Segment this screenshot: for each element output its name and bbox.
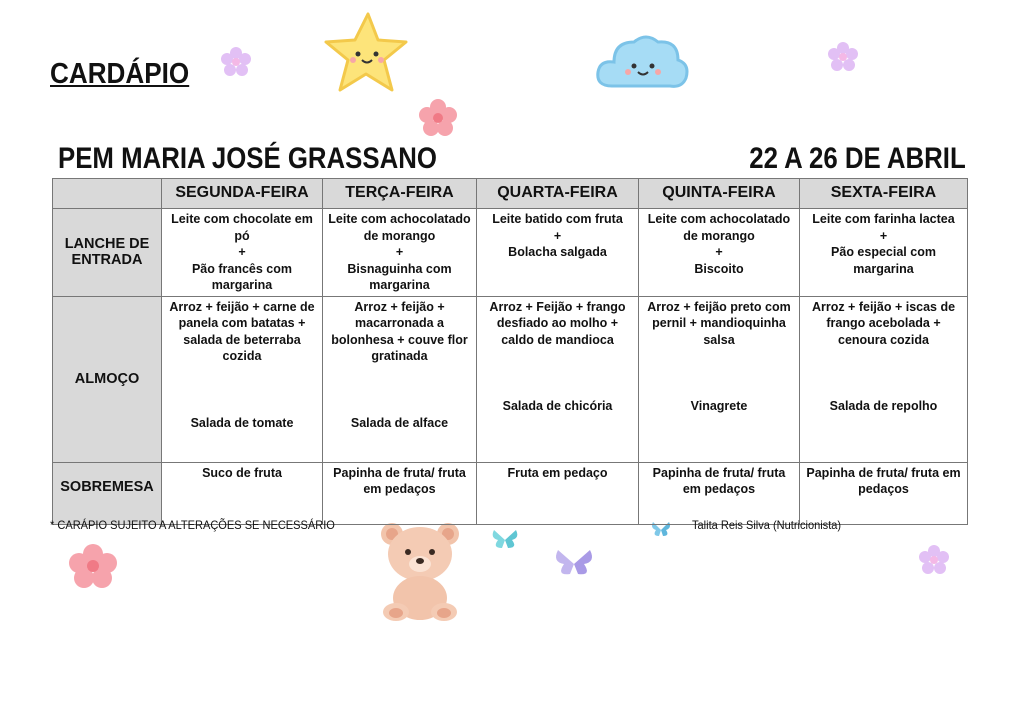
main-dish: Arroz + feijão + carne de panela com batatas + salada de beterraba cozida (169, 299, 315, 363)
menu-table (52, 178, 968, 525)
almoco-cell (162, 296, 323, 462)
main-dish: Arroz + Feijão + frango desfiado ao molho + caldo de mandioca (489, 299, 626, 347)
flower-icon (62, 541, 124, 591)
day-header: SEXTA-FEIRA (800, 179, 968, 209)
salad: Salada de chicória (502, 399, 613, 413)
disclaimer-note: * CARÁPIO SUJEITO A ALTERAÇÕES SE NECESSÁRIO (50, 518, 335, 532)
butterfly-icon (490, 526, 520, 554)
corner-cell (53, 179, 162, 209)
lanche-cell: Leite com farinha lactea + Pão especial com margarina (800, 209, 968, 297)
page-title: CARDÁPIO (50, 58, 190, 90)
nutritionist-signature: Talita Reis Silva (Nutricionista) (692, 518, 842, 532)
row-label-lanche (53, 209, 162, 297)
star-icon (322, 10, 410, 96)
sobremesa-cell: Suco de fruta (162, 462, 323, 524)
salad: Salada de repolho (829, 399, 938, 413)
almoco-cell (477, 296, 639, 462)
salad: Salada de tomate (190, 415, 294, 430)
salad: Salada de alface (350, 415, 449, 430)
sobremesa-cell: Papinha de fruta/ fruta em pedaços (639, 462, 800, 524)
butterfly-icon (552, 546, 596, 582)
flower-icon (416, 96, 460, 140)
day-header: TERÇA-FEIRA (323, 179, 477, 209)
sobremesa-cell: Papinha de fruta/ fruta em pedaços (800, 462, 968, 524)
cloud-icon (594, 28, 690, 98)
main-dish: Arroz + feijão + iscas de frango acebolada + cenoura cozida (811, 299, 956, 347)
main-dish: Arroz + feijão + macarronada a bolonhesa + couve flor gratinada (331, 299, 468, 363)
header-row (53, 179, 968, 209)
lanche-cell: Leite com achocolatado de morango + Biscoito (639, 209, 800, 297)
row-label-sobremesa: SOBREMESA (53, 462, 162, 524)
flower-icon (218, 44, 254, 80)
row-label-line: LANCHE DE (64, 235, 150, 252)
sobremesa-cell: Fruta em pedaço (477, 462, 639, 524)
lanche-cell: Leite com achocolatado de morango + Bisnaguinha com margarina (323, 209, 477, 297)
school-name: PEM MARIA JOSÉ GRASSANO (58, 142, 437, 175)
day-header: QUINTA-FEIRA (639, 179, 800, 209)
lanche-cell: Leite batido com fruta + Bolacha salgada (477, 209, 639, 297)
flower-icon (824, 38, 862, 76)
table-row (53, 296, 968, 462)
almoco-cell (800, 296, 968, 462)
table-row (53, 462, 968, 524)
flower-icon (916, 542, 952, 578)
salad: Vinagrete (690, 399, 748, 413)
sobremesa-cell: Papinha de fruta/ fruta em pedaços (323, 462, 477, 524)
lanche-cell: Leite com chocolate em pó + Pão francês com margarina (162, 209, 323, 297)
table-row (53, 209, 968, 297)
date-range: 22 A 26 DE ABRIL (749, 142, 966, 175)
teddy-bear-icon (374, 518, 466, 622)
row-label-almoco: ALMOÇO (53, 296, 162, 462)
day-header: QUARTA-FEIRA (477, 179, 639, 209)
almoco-cell (323, 296, 477, 462)
day-header: SEGUNDA-FEIRA (162, 179, 323, 209)
main-dish: Arroz + feijão preto com pernil + mandioquinha salsa (647, 299, 791, 347)
row-label-line: ENTRADA (71, 252, 143, 269)
almoco-cell (639, 296, 800, 462)
